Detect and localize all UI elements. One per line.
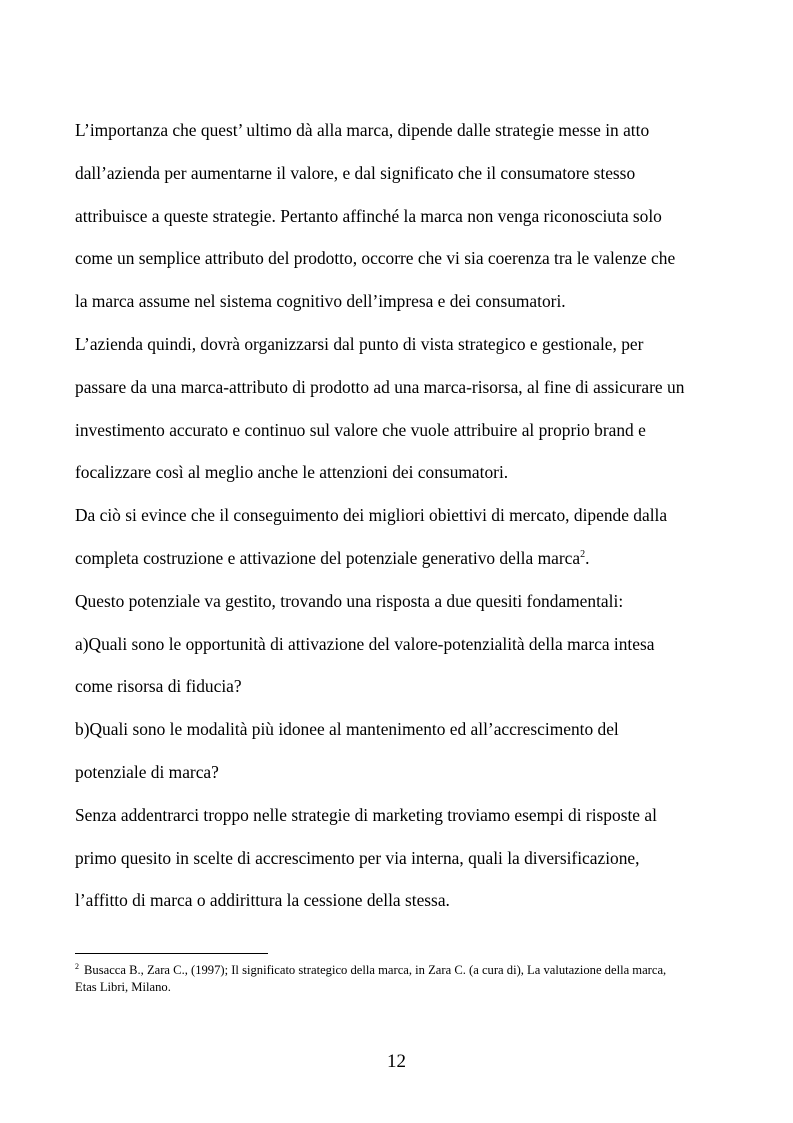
text-line: investimento accurato e continuo sul valore che vuole attribuire al proprio brand e [75, 419, 646, 440]
text-line-content: completa costruzione e attivazione del potenziale generativo della marca [75, 547, 581, 568]
footnote-line: Etas Libri, Milano. [75, 980, 171, 994]
body-text [75, 109, 735, 922]
text-line: attribuisce a queste strategie. Pertanto affinché la marca non venga riconosciuta solo [75, 205, 662, 226]
text-line: dall’azienda per aumentarne il valore, e dal significato che il consumatore stesso [75, 162, 636, 183]
footnote-line [75, 962, 725, 979]
text-line: primo quesito in scelte di accrescimento per via interna, quali la diversificazione, [75, 847, 640, 868]
page-number: 12 [387, 1051, 406, 1072]
text-line: l’affitto di marca o addirittura la cessione della stessa. [75, 890, 450, 911]
text-line: Senza addentrarci troppo nelle strategie di marketing troviamo esempi di risposte al [75, 804, 657, 825]
footnote-reference[interactable]: 2 [580, 548, 586, 560]
footnote [75, 962, 725, 996]
footnote-text: Busacca B., Zara C., (1997); Il significato strategico della marca, in Zara C. (a cura di), La valutazione della marca, [84, 963, 667, 977]
footnote-number: 2 [75, 962, 79, 971]
text-line: potenziale di marca? [75, 761, 219, 782]
text-line-with-footnote-ref [75, 537, 735, 580]
text-line: a)Quali sono le opportunità di attivazione del valore-potenzialità della marca intesa [75, 633, 655, 654]
line-end-period: . [585, 547, 590, 568]
text-line: Questo potenziale va gestito, trovando una risposta a due quesiti fondamentali: [75, 590, 624, 611]
text-line: L’importanza che quest’ ultimo dà alla marca, dipende dalle strategie messe in atto [75, 120, 650, 140]
text-line: come un semplice attributo del prodotto, occorre che vi sia coerenza tra le valenze che [75, 248, 676, 269]
text-line: Da ciò si evince che il conseguimento dei migliori obiettivi di mercato, dipende dalla [75, 505, 668, 526]
text-line: come risorsa di fiducia? [75, 676, 242, 697]
text-line: la marca assume nel sistema cognitivo dell’impresa e dei consumatori. [75, 291, 566, 312]
text-line: focalizzare così al meglio anche le attenzioni dei consumatori. [75, 462, 509, 483]
text-line: L’azienda quindi, dovrà organizzarsi dal punto di vista strategico e gestionale, per [75, 333, 644, 354]
footnote-separator [75, 953, 268, 954]
text-line: passare da una marca-attributo di prodotto ad una marca-risorsa, al fine di assicurare un [75, 376, 685, 397]
text-line: b)Quali sono le modalità più idonee al mantenimento ed all’accrescimento del [75, 719, 619, 740]
